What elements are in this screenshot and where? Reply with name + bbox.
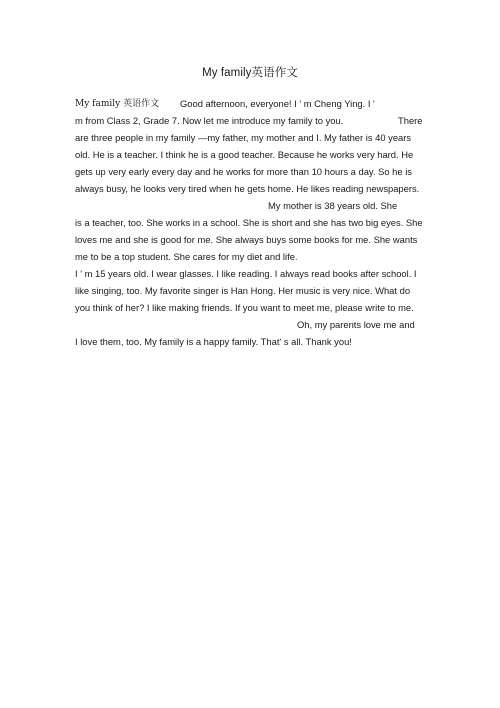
document-title: My family英语作文 [202,67,298,79]
text-line-11: I ' m 15 years old. I wear glasses. I like reading. I always read books after school. I [75,268,417,279]
faint-footer-mark [75,365,107,367]
line-14-text: Oh, my parents love me and [297,319,415,330]
line-1-text: Good afternoon, everyone! I ' m Cheng Ying. I ' [180,98,375,109]
header-label: My family 英语作文 [75,99,160,109]
line-2-text-b: There [398,115,423,126]
text-line-9: loves me and she is good for me. She always buys some books for me. She wants [75,234,418,245]
line-7-text: My mother is 38 years old. She [268,200,398,211]
text-line-13: you think of her? I like making friends. If you want to meet me, please write to me. [75,302,414,313]
text-line-15: I love them, too. My family is a happy family. That' s all. Thank you! [75,336,352,347]
text-line-5: gets up very early every day and he works for more than 10 hours a day. So he is [75,166,412,177]
text-line-3: are three people in my family —my father, my mother and I. My father is 40 years [75,132,412,143]
text-line-10: me to be a top student. She cares for my diet and life. [75,251,298,262]
text-line-6: always busy, he looks very tired when he gets home. He likes reading newspapers. [75,183,420,194]
text-line-12: like singing, too. My favorite singer is Han Hong. Her music is very nice. What do [75,285,411,296]
text-line-4: old. He is a teacher. I think he is a good teacher. Because he works very hard. He [75,149,414,160]
text-line-8: is a teacher, too. She works in a school. She is short and she has two big eyes. She [75,217,423,228]
line-2-text-a: m from Class 2, Grade 7. Now let me introduce my family to you. [75,115,344,126]
